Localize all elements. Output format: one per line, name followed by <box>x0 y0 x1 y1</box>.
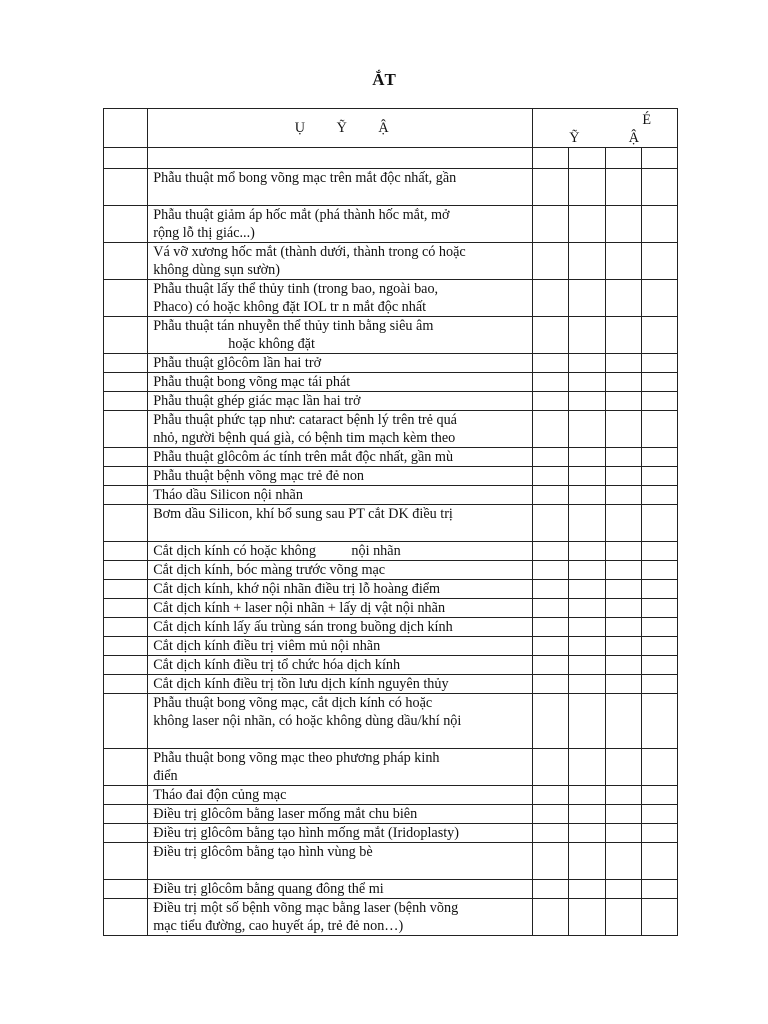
procedure-cell <box>148 694 533 749</box>
table-header-row <box>104 109 678 148</box>
procedure-cell <box>148 354 533 373</box>
check-cell <box>569 675 605 694</box>
check-cell <box>641 824 677 843</box>
check-cell <box>605 505 641 542</box>
check-cell <box>605 805 641 824</box>
procedure-line: Điều trị glôcôm bằng tạo hình mống mắt (Iridoplasty) <box>153 825 459 841</box>
check-cell <box>569 749 605 786</box>
check-cell <box>605 618 641 637</box>
table-cell <box>104 749 148 786</box>
procedure-line: Phẫu thuật bệnh võng mạc trẻ đẻ non <box>153 468 365 484</box>
check-cell <box>569 561 605 580</box>
procedure-cell <box>148 824 533 843</box>
check-cell <box>605 637 641 656</box>
check-cell <box>569 805 605 824</box>
check-cell <box>641 448 677 467</box>
table-row <box>104 354 678 373</box>
procedure-line: Phẫu thuật lấy thể thủy tinh (trong bao, ngoài bao, <box>153 281 439 297</box>
check-cell <box>533 486 569 505</box>
check-cell <box>533 899 569 936</box>
table-row <box>104 599 678 618</box>
table-row <box>104 824 678 843</box>
table-cell <box>104 880 148 899</box>
procedure-cell <box>148 561 533 580</box>
check-cell <box>641 749 677 786</box>
check-cell <box>641 486 677 505</box>
check-cell <box>569 354 605 373</box>
table-row <box>104 843 678 880</box>
check-cell <box>569 880 605 899</box>
check-cell <box>641 542 677 561</box>
check-cell <box>641 656 677 675</box>
table-cell <box>104 169 148 206</box>
table-row <box>104 411 678 448</box>
table-cell <box>104 505 148 542</box>
procedure-cell <box>148 392 533 411</box>
procedure-line: Phaco) có hoặc không đặt IOL tr n mắt độc nhất <box>153 299 427 315</box>
check-cell <box>641 505 677 542</box>
table-cell <box>104 656 148 675</box>
table-cell <box>104 148 148 169</box>
check-cell <box>569 843 605 880</box>
check-cell <box>533 805 569 824</box>
procedure-cell <box>148 880 533 899</box>
procedure-line: Phẫu thuật ghép giác mạc lần hai trở <box>153 393 361 409</box>
check-cell <box>605 561 641 580</box>
check-cell <box>533 169 569 206</box>
check-cell <box>605 580 641 599</box>
table-cell <box>104 786 148 805</box>
check-cell <box>641 148 677 169</box>
check-cell <box>533 843 569 880</box>
procedure-line: Cắt dịch kính có hoặc không nội nhãn <box>153 543 401 559</box>
procedure-cell <box>148 656 533 675</box>
check-cell <box>533 542 569 561</box>
check-cell <box>533 243 569 280</box>
check-cell <box>641 599 677 618</box>
table-cell <box>104 542 148 561</box>
table-row <box>104 618 678 637</box>
procedure-cell <box>148 580 533 599</box>
check-cell <box>641 618 677 637</box>
check-cell <box>641 169 677 206</box>
table-cell <box>104 354 148 373</box>
check-cell <box>605 354 641 373</box>
procedure-cell <box>148 786 533 805</box>
procedure-cell <box>148 411 533 448</box>
check-cell <box>533 824 569 843</box>
check-cell <box>569 694 605 749</box>
table-row <box>104 280 678 317</box>
procedure-cell <box>148 467 533 486</box>
check-cell <box>533 637 569 656</box>
procedure-cell <box>148 280 533 317</box>
table-cell <box>104 280 148 317</box>
check-cell <box>533 280 569 317</box>
check-cell <box>569 169 605 206</box>
check-cell <box>533 618 569 637</box>
procedure-line: rộng lỗ thị giác...) <box>153 225 255 241</box>
procedure-line: Điều trị glôcôm bằng tạo hình vùng bè <box>153 844 373 860</box>
check-cell <box>641 561 677 580</box>
check-cell <box>605 899 641 936</box>
check-cell <box>641 675 677 694</box>
check-cell <box>569 243 605 280</box>
check-cell <box>569 411 605 448</box>
table-row <box>104 561 678 580</box>
check-cell <box>641 411 677 448</box>
procedure-cell <box>148 599 533 618</box>
table-row <box>104 317 678 354</box>
procedure-cell <box>148 749 533 786</box>
procedure-line: Cắt dịch kính điều trị viêm mủ nội nhãn <box>153 638 381 654</box>
check-cell <box>533 786 569 805</box>
procedure-line: Cắt dịch kính, khớ nội nhãn điều trị lỗ hoàng điểm <box>153 581 441 597</box>
procedure-cell <box>148 675 533 694</box>
check-cell <box>533 448 569 467</box>
procedure-cell <box>148 542 533 561</box>
check-cell <box>569 899 605 936</box>
table-cell <box>104 243 148 280</box>
table-row <box>104 486 678 505</box>
check-cell <box>605 656 641 675</box>
table-cell <box>104 675 148 694</box>
check-cell <box>533 561 569 580</box>
check-cell <box>641 880 677 899</box>
check-cell <box>533 694 569 749</box>
check-cell <box>569 542 605 561</box>
check-cell <box>605 169 641 206</box>
procedure-cell <box>148 843 533 880</box>
table-row <box>104 899 678 936</box>
procedure-cell <box>148 486 533 505</box>
check-cell <box>533 749 569 786</box>
check-cell <box>605 448 641 467</box>
check-cell <box>569 656 605 675</box>
check-cell <box>641 206 677 243</box>
table-row <box>104 243 678 280</box>
table-row <box>104 448 678 467</box>
check-cell <box>605 392 641 411</box>
procedure-line: điển <box>153 768 178 784</box>
check-cell <box>605 148 641 169</box>
table-cell <box>104 599 148 618</box>
table-cell <box>104 206 148 243</box>
check-cell <box>641 843 677 880</box>
check-cell <box>605 694 641 749</box>
check-cell <box>533 317 569 354</box>
procedure-line: Tháo dầu Silicon nội nhãn <box>153 487 303 503</box>
procedure-line: Cắt dịch kính điều trị tồn lưu dịch kính nguyên thủy <box>153 676 449 692</box>
check-cell <box>569 392 605 411</box>
procedure-line: Phẫu thuật phức tạp như: cataract bệnh lý trên trẻ quá <box>153 412 457 428</box>
check-cell <box>641 354 677 373</box>
table-cell <box>104 561 148 580</box>
procedure-line: Cắt dịch kính điều trị tổ chức hóa dịch kính <box>153 657 401 673</box>
check-cell <box>641 317 677 354</box>
procedure-cell <box>148 448 533 467</box>
check-cell <box>605 843 641 880</box>
header-index-cell <box>104 109 148 148</box>
check-cell <box>605 206 641 243</box>
table-row <box>104 805 678 824</box>
check-cell <box>641 467 677 486</box>
header-main-part: Ụ <box>294 120 306 136</box>
check-cell <box>533 392 569 411</box>
table-row <box>104 542 678 561</box>
check-cell <box>533 675 569 694</box>
check-cell <box>605 467 641 486</box>
table-cell <box>104 392 148 411</box>
check-cell <box>605 280 641 317</box>
header-group-part: Ậ <box>628 130 639 146</box>
check-cell <box>569 580 605 599</box>
table-cell <box>104 843 148 880</box>
table-row <box>104 373 678 392</box>
check-cell <box>569 467 605 486</box>
procedure-line: không dùng sụn sườn) <box>153 262 280 278</box>
table-row <box>104 206 678 243</box>
check-cell <box>569 317 605 354</box>
table-row <box>104 694 678 749</box>
header-group-cell <box>533 109 678 148</box>
check-cell <box>533 354 569 373</box>
check-cell <box>605 243 641 280</box>
procedure-cell <box>148 618 533 637</box>
check-cell <box>641 805 677 824</box>
procedure-line: Cắt dịch kính, bóc màng trước võng mạc <box>153 562 386 578</box>
check-cell <box>641 580 677 599</box>
check-cell <box>569 448 605 467</box>
procedure-cell <box>148 373 533 392</box>
check-cell <box>569 599 605 618</box>
procedure-line: hoặc không đặt <box>228 336 315 352</box>
check-cell <box>605 411 641 448</box>
table-row <box>104 505 678 542</box>
procedure-cell <box>148 899 533 936</box>
check-cell <box>533 206 569 243</box>
table-cell <box>104 411 148 448</box>
check-cell <box>605 749 641 786</box>
check-cell <box>569 486 605 505</box>
check-cell <box>605 317 641 354</box>
check-cell <box>533 656 569 675</box>
procedure-cell <box>148 206 533 243</box>
procedure-line: Điều trị glôcôm bằng laser mống mắt chu biên <box>153 806 418 822</box>
procedure-line: Phẫu thuật bong võng mạc theo phương pháp kinh <box>153 750 440 766</box>
check-cell <box>533 599 569 618</box>
header-procedure-cell <box>148 109 533 148</box>
table-cell <box>104 637 148 656</box>
procedure-line: không laser nội nhãn, có hoặc không dùng dầu/khí nội <box>153 713 462 729</box>
check-cell <box>569 505 605 542</box>
check-cell <box>605 599 641 618</box>
check-cell <box>569 637 605 656</box>
procedure-line: mạc tiểu đường, cao huyết áp, trẻ đẻ non…) <box>153 918 404 934</box>
table-cell <box>104 824 148 843</box>
check-cell <box>533 411 569 448</box>
procedure-cell <box>148 637 533 656</box>
check-cell <box>533 580 569 599</box>
table-cell <box>148 148 533 169</box>
check-cell <box>569 148 605 169</box>
procedure-line: Phẫu thuật giảm áp hốc mắt (phá thành hốc mắt, mở <box>153 207 450 223</box>
procedure-cell <box>148 505 533 542</box>
procedure-cell <box>148 317 533 354</box>
table-cell <box>104 694 148 749</box>
table-row <box>104 880 678 899</box>
check-cell <box>533 467 569 486</box>
table-cell <box>104 580 148 599</box>
check-cell <box>569 618 605 637</box>
table-row <box>104 749 678 786</box>
check-cell <box>641 694 677 749</box>
page-title: ẮT <box>372 70 396 89</box>
table-row <box>104 637 678 656</box>
table-row <box>104 675 678 694</box>
table-cell <box>104 618 148 637</box>
procedure-table <box>103 108 678 936</box>
check-cell <box>641 899 677 936</box>
check-cell <box>569 206 605 243</box>
procedure-line: Phẫu thuật bong võng mạc tái phát <box>153 374 351 390</box>
table-cell <box>104 448 148 467</box>
check-cell <box>605 824 641 843</box>
procedure-line: Phẫu thuật bong võng mạc, cắt dịch kính có hoặc <box>153 695 433 711</box>
table-cell <box>104 467 148 486</box>
table-row <box>104 786 678 805</box>
procedure-line: Phẫu thuật mổ bong võng mạc trên mắt độc nhất, gần <box>153 170 457 186</box>
procedure-line: Bơm dầu Silicon, khí bổ sung sau PT cắt DK điều trị <box>153 506 453 522</box>
table-row <box>104 656 678 675</box>
header-main-part: Ậ <box>378 120 389 136</box>
procedure-cell <box>148 243 533 280</box>
table-row <box>104 467 678 486</box>
table-cell <box>104 373 148 392</box>
table-cell <box>104 805 148 824</box>
procedure-line: Phẫu thuật glôcôm ác tính trên mắt độc nhất, gần mù <box>153 449 454 465</box>
procedure-line: nhỏ, người bệnh quá già, có bệnh tim mạch kèm theo <box>153 430 456 446</box>
check-cell <box>569 280 605 317</box>
check-cell <box>605 486 641 505</box>
header-group-part: Ỹ <box>569 130 580 146</box>
table-row <box>104 580 678 599</box>
table-row <box>104 169 678 206</box>
table-cell <box>104 317 148 354</box>
check-cell <box>533 373 569 392</box>
table-cell <box>104 899 148 936</box>
procedure-line: Phẫu thuật tán nhuyễn thể thủy tinh bằng siêu âm <box>153 318 434 334</box>
table-cell <box>104 486 148 505</box>
check-cell <box>641 786 677 805</box>
check-cell <box>641 243 677 280</box>
check-cell <box>533 148 569 169</box>
check-cell <box>569 373 605 392</box>
check-cell <box>641 637 677 656</box>
header-main-part: Ỹ <box>336 120 347 136</box>
check-cell <box>569 786 605 805</box>
table-row <box>104 392 678 411</box>
check-cell <box>533 505 569 542</box>
check-cell <box>605 542 641 561</box>
check-cell <box>605 880 641 899</box>
check-cell <box>533 880 569 899</box>
check-cell <box>641 373 677 392</box>
procedure-cell <box>148 805 533 824</box>
header-group-part: É <box>642 112 651 128</box>
procedure-line: Điều trị glôcôm bằng quang đông thể mi <box>153 881 384 897</box>
check-cell <box>605 786 641 805</box>
procedure-line: Cắt dịch kính + laser nội nhãn + lấy dị vật nội nhãn <box>153 600 446 616</box>
check-cell <box>605 675 641 694</box>
check-cell <box>569 824 605 843</box>
check-cell <box>641 280 677 317</box>
procedure-line: Vá vỡ xương hốc mắt (thành dưới, thành trong có hoặc <box>153 244 466 260</box>
procedure-line: Phẫu thuật glôcôm lần hai trở <box>153 355 322 371</box>
check-cell <box>641 392 677 411</box>
procedure-line: Điều trị một số bệnh võng mạc bằng laser (bệnh võng <box>153 900 459 916</box>
procedure-line: Cắt dịch kính lấy ấu trùng sán trong buồng dịch kính <box>153 619 453 635</box>
procedure-line: Tháo đai độn củng mạc <box>153 787 287 803</box>
check-cell <box>605 373 641 392</box>
procedure-cell <box>148 169 533 206</box>
